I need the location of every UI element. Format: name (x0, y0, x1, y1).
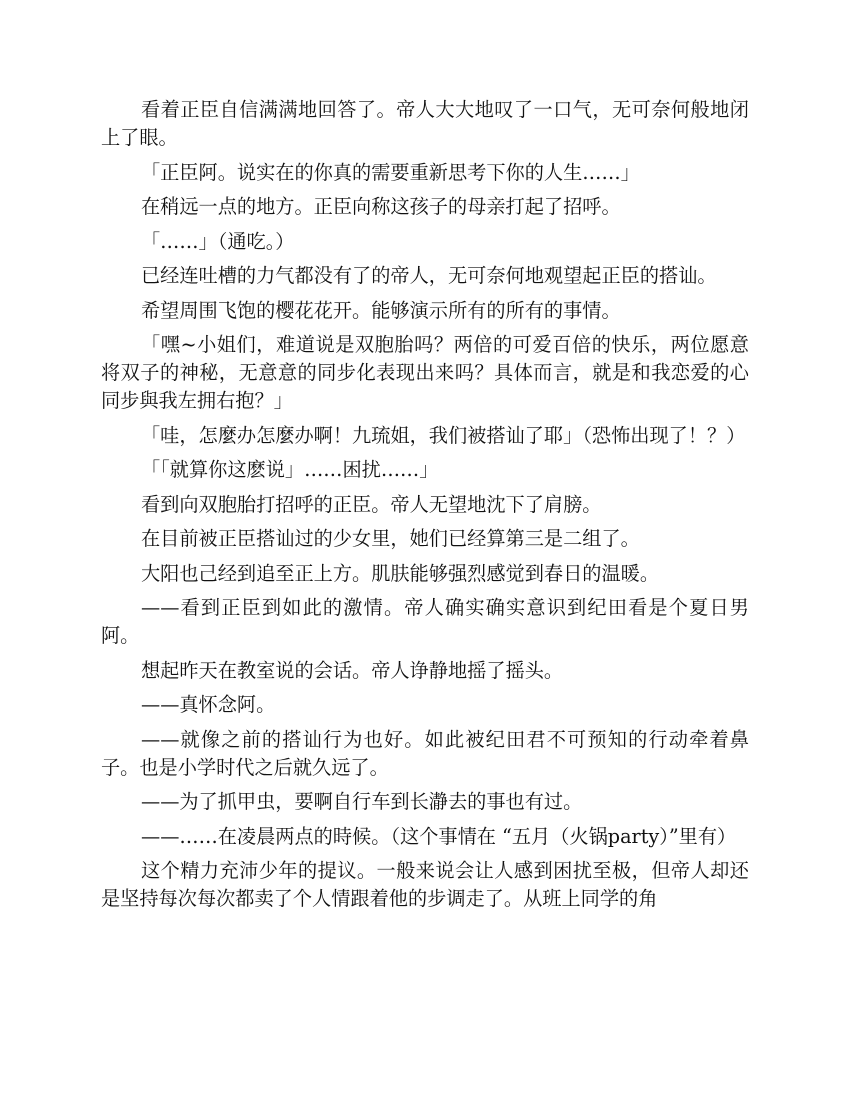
paragraph-8: 「哇，怎麼办怎麼办啊！九琉姐，我们被搭讪了耶」（恐怖出现了！？） (141, 423, 746, 447)
paragraph-1: 看着正臣自信满满地回答了。帝人大大地叹了一口气，无可奈何般地闭上了眼。 (101, 98, 749, 149)
paragraph-2: 「正臣阿。说实在的你真的需要重新思考下你的人生……」 (141, 160, 640, 184)
paragraph-14: 想起昨天在教室说的会话。帝人诤静地摇了摇头。 (141, 658, 564, 682)
paragraph-13: ——看到正臣到如此的激情。帝人确实确实意识到纪田看是个夏日男阿。 (101, 596, 749, 647)
paragraph-3: 在稍远一点的地方。正臣向称这孩子的母亲打起了招呼。 (141, 195, 621, 218)
paragraph-5: 已经连吐槽的力气都没有了的帝人，无可奈何地观望起正臣的搭讪。 (141, 264, 717, 287)
paragraph-9: 「「就算你这麽说」……困扰……」 (141, 458, 439, 481)
paragraph-19: 这个精力充沛少年的提议。一般来说会让人感到困扰至极，但帝人却还是坚持每次每次都卖了个人情跟着他的步调走了。从班上同学的角 (101, 859, 749, 910)
paragraph-12: 大阳也己经到追至正上方。肌肤能够强烈感觉到春日的温暖。 (141, 561, 660, 585)
paragraph-18: ——……在凌晨两点的時候。（这个事情在 “五月（火锅party）”里有） (141, 824, 737, 848)
document-page (101, 96, 749, 920)
paragraph-4: 「……」（通吃。） (141, 229, 295, 253)
paragraph-11: 在目前被正臣搭讪过的少女里，她们已经算第三是二组了。 (141, 527, 640, 550)
paragraph-7: 「嘿~小姐们，难道说是双胞胎吗？两倍的可爱百倍的快乐，两位愿意将双子的神秘，无意意的同步化表现出来吗？具体而言，就是和我恋爱的心同步與我左拥右抱？」 (101, 333, 749, 412)
paragraph-10: 看到向双胞胎打招呼的正臣。帝人无望地沈下了肩膀。 (141, 492, 602, 516)
paragraph-15: ——真怀念阿。 (141, 693, 276, 716)
paragraph-17: ——为了抓甲虫，要啊自行车到长瀞去的事也有过。 (141, 790, 583, 813)
paragraph-6: 希望周围飞饱的樱花花开。能够演示所有的所有的事情。 (141, 298, 621, 322)
paragraph-16: ——就像之前的搭讪行为也好。如此被纪田君不可预知的行动牵着鼻子。也是小学时代之后就久远了。 (101, 727, 749, 779)
